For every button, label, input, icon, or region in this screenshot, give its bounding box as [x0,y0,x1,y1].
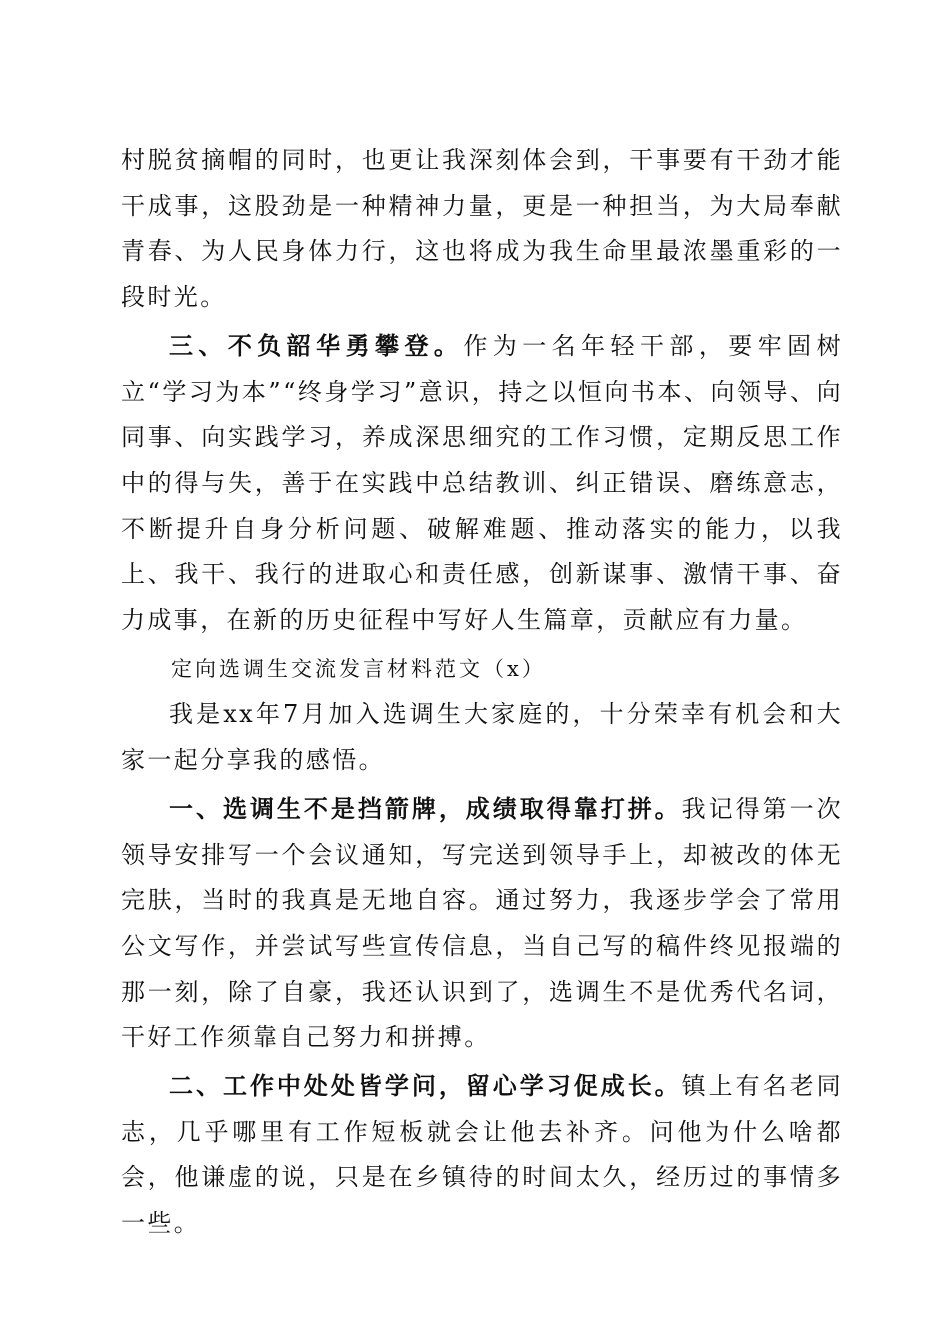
section-heading-3: 三、不负韶华勇攀登。 [169,331,464,360]
subtitle-text: 定向选调生交流发言材料范文（x） [171,656,546,681]
paragraph-4-text: 我记得第一次领导安排写一个会议通知，写完送到领导手上，却被改的体无完肤，当时的我真是无地自容。通过努力，我逐步学会了常用公文写作，并尝试写些宣传信息，当自己写的稿件终见报端的那一刻，除了自豪，我还认识到了，选调生不是优秀代名词，干好工作须靠自己努力和拼搏。 [121,794,843,1052]
paragraph-3 [121,692,843,783]
document-subtitle [121,647,843,693]
section-heading-2: 二、工作中处处皆学问，留心学习促成长。 [169,1072,682,1101]
paragraph-2-text: 作为一名年轻干部，要牢固树立“学习为本”“终身学习”意识，持之以恒向书本、向领导、向同事、向实践学习，养成深思细究的工作习惯，定期反思工作中的得与失，善于在实践中总结教训、纠正错误、磨练意志，不断提升自身分析问题、破解难题、推动落实的能力，以我上、我干、我行的进取心和责任感，创新谋事、激情干事、奋力成事，在新的历史征程中写好人生篇章，贡献应有力量。 [121,331,844,635]
section-heading-1: 一、选调生不是挡箭牌，成绩取得靠打拼。 [169,794,682,823]
paragraph-5-text: 镇上有名老同志，几乎哪里有工作短板就会让他去补齐。问他为什么啥都会，他谦虚的说，只是在乡镇待的时间太久，经历过的事情多一些。 [121,1072,843,1238]
paragraph-2 [121,324,843,644]
paragraph-3-text: 我是xx年7月加入选调生大家庭的，十分荣幸有机会和大家一起分享我的感悟。 [121,700,843,775]
paragraph-4 [121,787,843,1061]
document-page [121,138,843,1247]
paragraph-1-text: 村脱贫摘帽的同时，也更让我深刻体会到，干事要有干劲才能干成事，这股劲是一种精神力量，更是一种担当，为大局奉献青春、为人民身体力行，这也将成为我生命里最浓墨重彩的一段时光。 [121,146,843,312]
paragraph-1 [121,138,843,321]
paragraph-5 [121,1064,843,1247]
